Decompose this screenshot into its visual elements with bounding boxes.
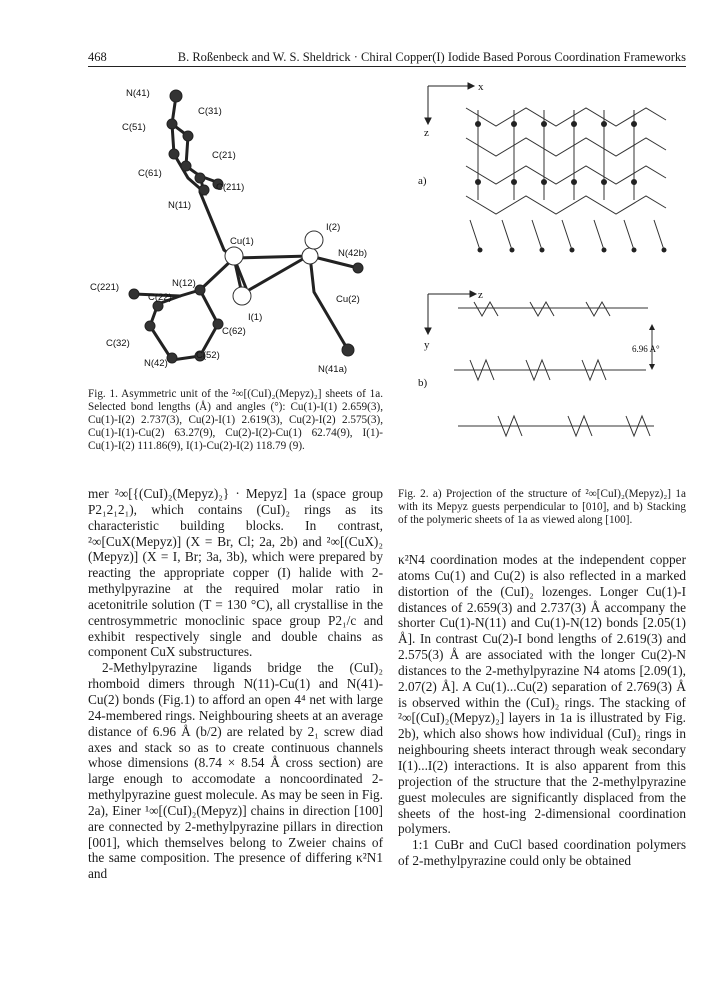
right-column (398, 552, 686, 869)
atom-label: N(41) (126, 88, 150, 99)
atom-label: I(2) (326, 222, 341, 233)
axis-x-label: x (478, 81, 484, 93)
atom-label: C(51) (122, 122, 146, 133)
figure-1-caption: Fig. 1. Asymmetric unit of the ²∞[(CuI)₂(Mepyz)₂] sheets of 1a. Selected bond lengths (Å) and angles (°): Cu(1)-I(1) 2.659(3), Cu(1)-I(2) 2.737(3), Cu(2)-I(1) 2.619(3), Cu(2)-I(2) 2.575(3), Cu(1)-I(1)-Cu(2) 63.27(9), Cu(2)-I(2)-Cu(1) 62.74(9), I(1)-Cu(1)-I(2) 111.86(9), I(1)-Cu(2)-I(2) 118.79 (9). (88, 388, 383, 452)
atom-label: N(41a) (318, 364, 348, 375)
axis-y-label: y (424, 339, 430, 351)
panel-b-label: b) (418, 377, 428, 389)
atom-label: C(221) (90, 282, 120, 293)
paragraph: 1:1 CuBr and CuCl based coordination polymers of 2-methylpyrazine could only be obtained (398, 837, 686, 869)
atom-label: C(22) (148, 292, 172, 303)
paragraph: κ²N4 coordination modes at the independent copper atoms Cu(1) and Cu(2) is also reflected in a marked distortion of the (CuI)₂ lozenges. Longer Cu(1)-I distances of 2.659(3) and 2.737(3) Å accompany the shorter Cu(1)-N(11) and Cu(1)-N(12) bonds [2.05(1) Å]. In contrast Cu(2)-I bond lengths of 2.619(3) and 2.575(3) Å are associated with the longer Cu(2)-N distances to the 2-methylpyrazine N4 atoms [2.09(1), 2.07(2) Å]. A Cu(1)...Cu(2) separation of 2.769(3) Å is observed within the (CuI)₂ rings. The stacking of ²∞[(CuI)₂(Mepyz)₂] layers in 1a is illustrated by Fig. 2b), which also shows how individual (CuI)₂ rings in neighbouring sheets interact through weak secondary I(1)...I(2) interactions. It is also apparent from this projection of the structure that the 2-methylpyrazine guest molecules are significantly displaced from the sheets of the host-ing 2-dimensional coordination polymers. (398, 552, 686, 837)
atom-label: N(42) (144, 358, 168, 369)
figure-2-projection (418, 80, 686, 480)
atom-label: I(1) (248, 312, 263, 323)
paragraph: mer ²∞[{(CuI)₂(Mepyz)₂} · Mepyz] 1a (space group P2₁2₁2₁), which contains (CuI)₂ rings as its characteristic building blocks. In contrast, ²∞[CuX(Mepyz)] (X = Br, Cl; 2a, 2b) and ²∞[(CuX)₂ (Mepyz)] (X = I, Br; 3a, 3b), which were prepared by reacting the appropriate copper (I) halide with 2-methylpyrazine at the required molar ratio in acetonitrile solution (T = 130 °C), all crystallise in the centrosymmetric monoclinic space group P2₁/c and exhibit respectively single and double chains as component CuX substructures. (88, 486, 383, 660)
atom-label: C(52) (196, 350, 220, 361)
atom-label: C(211) (216, 182, 245, 193)
atom-label: C(61) (138, 168, 162, 179)
atom-label: C(31) (198, 106, 222, 117)
figure-1-drawing (88, 78, 383, 388)
axis-z-label: z (424, 127, 429, 139)
atom-label: Cu(2) (336, 294, 360, 305)
atom-label: C(32) (106, 338, 130, 349)
figure-2-caption: Fig. 2. a) Projection of the structure of ²∞[CuI)₂(Mepyz)₂] 1a with its Mepyz guests perpendicular to [010], and b) Stacking of the polymeric sheets of 1a as viewed along [100]. (398, 488, 686, 526)
atom-label: N(11) (168, 200, 192, 211)
paragraph: 2-Methylpyrazine ligands bridge the (CuI)₂ rhomboid dimers through N(11)-Cu(1) and N(41)-Cu(2) bonds (Fig.1) to afford an open 4⁴ net with large 24-membered rings. Neighbouring sheets at an average distance of 6.96 Å (b/2) are related by 2₁ screw diad axes and stack so as to create continuous channels whose dimensions (8.74 × 8.54 Å cross section) are large enough to accomodate a noncoordinated 2-methylpyrazine guest molecule. As may be seen in Fig. 2a), Einer ¹∞[(CuI)₂(Mepyz)] chains in direction [100] are connected by 2-methylpyrazine pillars in direction [001], which themselves belong to Zweier chains of the same composition. The presence of differing κ²N1 and (88, 660, 383, 882)
atom-label: Cu(1) (230, 236, 254, 247)
atom-label: C(21) (212, 150, 236, 161)
running-title: B. Roßenbeck and W. S. Sheldrick · Chiral Copper(I) Iodide Based Porous Coordination Frameworks (177, 50, 686, 64)
figure-2-drawing (418, 80, 686, 480)
header-rule (88, 66, 686, 67)
left-column (88, 486, 383, 882)
atom-label: C(62) (222, 326, 246, 337)
panel-a-label: a) (418, 175, 427, 187)
figure-1-molecular-structure (88, 78, 383, 388)
atom-label: N(42b) (338, 248, 368, 259)
atom-label: N(12) (172, 278, 196, 289)
axis-z-label-bottom: z (478, 289, 483, 301)
distance-label: 6.96 A° (632, 344, 660, 354)
page-number: 468 (88, 50, 107, 64)
